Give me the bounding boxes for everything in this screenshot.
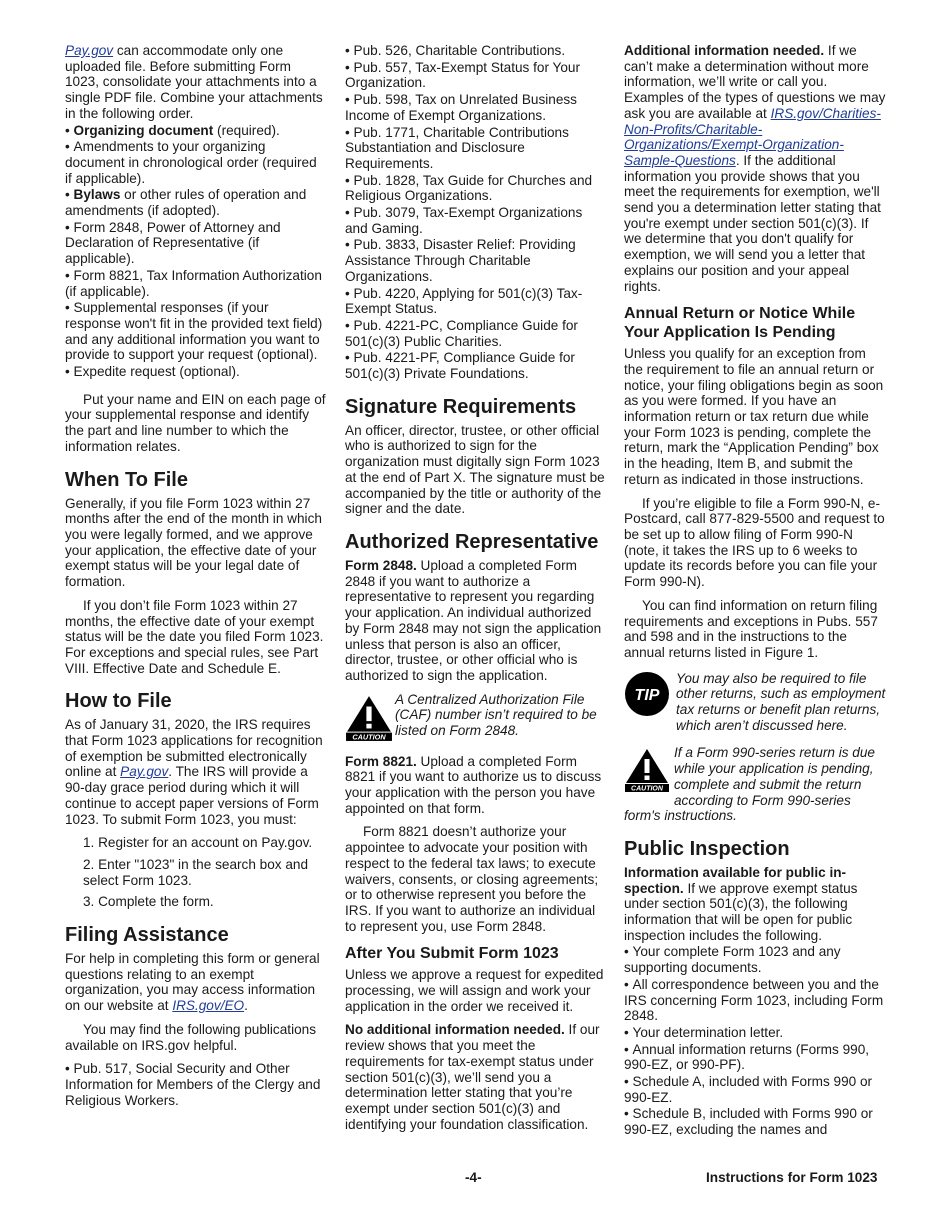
attachment-item: • Supplemental responses (if your response won't fit in the provided text field) and any additional information you want to provide to support your request (optional). — [65, 300, 327, 363]
publication-item: • Pub. 4221-PC, Compliance Guide for 501(c)(3) Public Charities. — [345, 318, 607, 349]
attachment-item: • Expedite request (optional). — [65, 364, 327, 380]
public-item: • Your complete Form 1023 and any supporting documents. — [624, 944, 888, 975]
column-right — [624, 43, 888, 1139]
how-paragraph: As of January 31, 2020, the IRS requires that Form 1023 applications for recognition of exemption be submitted electronically online at Pay.gov. The IRS will provide a 90-day grace period during which it will continue to accept paper versions of Form 1023. To submit Form 1023, you must: — [65, 717, 323, 827]
intro-paragraph: Pay.gov can accommodate only one uploaded file. Before submitting Form 1023, consolidate your attachments into a single PDF file. Combine your attachments in the following order. — [65, 43, 323, 121]
public-item: • Annual information returns (Forms 990, 990-EZ, or 990-PF). — [624, 1042, 888, 1073]
after-paragraph: Unless we approve a request for expedited processing, we will assign and work your application in the order we received it. — [345, 967, 604, 1014]
publication-item: • Pub. 1828, Tax Guide for Churches and Religious Organizations. — [345, 173, 607, 204]
step-item: 2. Enter "1023" in the search box and select Form 1023. — [83, 856, 309, 888]
publication-item: • Pub. 3833, Disaster Relief: Providing Assistance Through Charitable Organizations. — [345, 237, 607, 284]
attachment-item: • Bylaws or other rules of operation and amendments (if adopted). — [65, 187, 327, 218]
attachment-item: • Amendments to your organizing document in chronological order (required if applicable). — [65, 139, 327, 186]
irs-eo-link[interactable]: IRS.gov/EO — [172, 998, 245, 1014]
when-paragraph-1: Generally, if you file Form 1023 within 27 months after the end of the month in which you were legally formed, and we approve your application, the effective date of your exempt status will be your legal date of formation. — [65, 495, 322, 590]
public-item: • Schedule B, included with Forms 990 or 990-EZ, excluding the names and — [624, 1106, 888, 1137]
publication-item: • Pub. 1771, Charitable Contributions Substantiation and Disclosure Requirements. — [345, 125, 607, 172]
publication-item: • Pub. 4220, Applying for 501(c)(3) Tax-Exempt Status. — [345, 286, 607, 317]
attachment-item: • Organizing document (required). — [65, 123, 327, 139]
when-paragraph-2: If you don’t file Form 1023 within 27 months, the effective date of your exempt status will be the date you filed Form 1023. For exceptions and special rules, see Part VIII. Effective Date and Schedule E. — [65, 597, 324, 676]
attachment-list — [65, 123, 327, 380]
paygov-link[interactable]: Pay.gov — [120, 764, 169, 780]
when-to-file-heading: When To File — [65, 468, 188, 491]
annual-paragraph-2: If you’re eligible to file a Form 990-N, e-Postcard, call 877-829-5500 and request to be set up to allow filing of Form 990-N (note, it takes the IRS up to 6 weeks to update its records before you can file your Form 990-N). — [624, 495, 885, 590]
public-inspection-heading: Public Inspection — [624, 837, 790, 860]
caution-note — [624, 745, 888, 824]
step-item: 1. Register for an account on Pay.gov. — [83, 835, 313, 851]
form8821-paragraph-2: Form 8821 doesn’t authorize your appointee to advocate your position with respect to the federal tax laws; to execute waivers, consents, or closing agreements; or to otherwise represent you before the IRS. If you want to authorize an individual to represent you, use Form 2848. — [345, 824, 599, 934]
column-left — [65, 43, 327, 1109]
form2848-paragraph: Form 2848. Upload a completed Form 2848 if you want to authorize a representative to represent you regarding your application. An individual authorized by Form 2848 may not sign the application unless that person is also an officer, director, trustee, or other official who is authorized to sign the application. — [345, 557, 602, 683]
tip-icon — [624, 671, 670, 717]
tip-label: TIP — [634, 686, 660, 704]
publication-item: • Pub. 3079, Tax-Exempt Organizations and Gaming. — [345, 205, 607, 236]
caution-note — [345, 692, 607, 742]
publication-list — [345, 43, 607, 382]
filing-assistance-heading: Filing Assistance — [65, 924, 229, 947]
tip-note — [624, 671, 888, 734]
publication-item: • Pub. 598, Tax on Unrelated Business Income of Exempt Organizations. — [345, 92, 607, 123]
no-additional-info-paragraph: No additional information needed. If our review shows that you meet the requirements for tax-exempt status under section 501(c)(3), we’ll send you a determination letter stating that you’re exempt under section 501(c)(3) and identifying your foundation classification. — [345, 1022, 600, 1132]
signature-requirements-heading: Signature Requirements — [345, 395, 577, 418]
column-middle — [345, 43, 607, 1140]
page-number: -4- — [465, 1170, 482, 1185]
annual-return-heading: Annual Return or Notice While Your Application Is Pending — [624, 305, 856, 342]
filing-paragraph-2: You may find the following publications available on IRS.gov helpful. — [65, 1021, 317, 1053]
annual-paragraph-1: Unless you qualify for an exception from the requirement to file an annual return or notice, your filing obligations begin as soon as you were formed. If you have an information return or tax return due while your Form 1023 is pending, complete the return, mark the “Application Pending” box in the heading, Item B, and submit the return as indicated in those instructions. — [624, 346, 884, 487]
caution-label: CAUTION — [631, 786, 663, 794]
footer-title: Instructions for Form 1023 — [706, 1170, 878, 1185]
tip-note-text: You may also be required to file other returns, such as employment tax returns or benefit plan returns, which aren’t discussed here. — [676, 670, 886, 733]
how-to-file-heading: How to File — [65, 690, 172, 713]
authorized-representative-heading: Authorized Representative — [345, 530, 599, 553]
form8821-paragraph: Form 8821. Upload a completed Form 8821 if you want to authorize us to discuss your application with the person you have appointed on that form. — [345, 753, 602, 816]
signature-paragraph: An officer, director, trustee, or other official who is authorized to sign for the organization must digitally sign Form 1023 at the end of Part X. The signature must be accompanied by the title or authority of the signer and the date. — [345, 422, 605, 517]
additional-info-paragraph: Additional information needed. If we can’t make a determination without more information, we’ll write or call you. Examples of the types of questions we may ask you are available at IRS.gov/Charities-Non-Profits/Charitable-Organizations/Exempt-Organization-Sample-Questions. If the additional information you provide shows that you meet the requirements for exemption, we'll send you a determination letter stating that you're exempt under section 501(c)(3). If we determine that you don't qualify for exemption, we will send you a letter that explains our position and your appeal rights. — [624, 43, 886, 294]
sample-questions-link[interactable]: IRS.gov/Charities-Non-Profits/Charitable-Organizations/Exempt-Organization-Sample-Questions — [624, 105, 881, 168]
publication-item: • Pub. 557, Tax-Exempt Status for Your Organization. — [345, 60, 607, 91]
attachment-item: • Form 8821, Tax Information Authorization (if applicable). — [65, 268, 327, 299]
public-item: • All correspondence between you and the IRS concerning Form 1023, including Form 2848. — [624, 977, 888, 1024]
public-item: • Schedule A, included with Forms 990 or 990-EZ. — [624, 1074, 888, 1105]
public-paragraph: Information available for public in-spection. If we approve exempt status under section 501(c)(3), the following information that will be open for public inspection includes the following. — [624, 864, 858, 943]
caution-icon — [345, 694, 393, 742]
public-list — [624, 944, 888, 1137]
put-name-paragraph: Put your name and EIN on each page of your supplemental response and identify the part and line number to which the information relates. — [65, 391, 326, 454]
publication-item: • Pub. 517, Social Security and Other Information for Members of the Clergy and Religious Workers. — [65, 1061, 327, 1108]
attachment-item: • Form 2848, Power of Attorney and Declaration of Representative (if applicable). — [65, 220, 327, 267]
publication-item: • Pub. 526, Charitable Contributions. — [345, 43, 607, 59]
paygov-link[interactable]: Pay.gov — [65, 43, 114, 58]
filing-paragraph-1: For help in completing this form or general questions relating to an exempt organization, you may access information on our website at IRS.gov/EO. — [65, 951, 320, 1014]
public-item: • Your determination letter. — [624, 1025, 888, 1041]
caution-note-text: If a Form 990-series return is due while your application is pending, complete and submit the return according to Form 990-series form's instructions. — [624, 745, 875, 824]
caution-icon — [624, 747, 670, 793]
caution-note-text: A Centralized Authorization File (CAF) number isn’t required to be listed on Form 2848. — [395, 691, 597, 739]
after-you-submit-heading: After You Submit Form 1023 — [345, 945, 559, 963]
publication-item: • Pub. 4221-PF, Compliance Guide for 501(c)(3) Private Foundations. — [345, 350, 607, 381]
caution-label: CAUTION — [352, 732, 386, 742]
annual-paragraph-3: You can find information on return filing requirements and exceptions in Pubs. 557 and 598 and in the instructions to the annual returns listed in Figure 1. — [624, 597, 878, 660]
step-item: 3. Complete the form. — [83, 894, 214, 910]
